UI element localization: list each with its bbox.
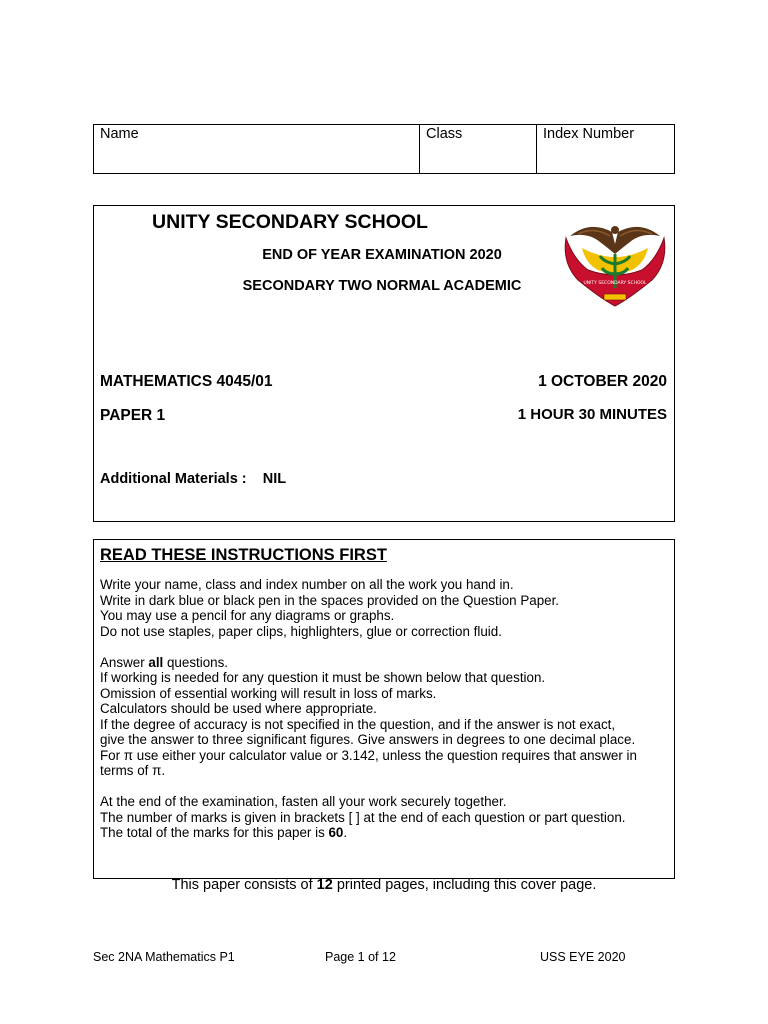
exam-date: 1 OCTOBER 2020	[538, 373, 667, 390]
index-number-label: Index Number	[543, 126, 635, 142]
answer-all-line: Answer all questions.	[100, 654, 229, 670]
level-title: SECONDARY TWO NORMAL ACADEMIC	[242, 278, 522, 294]
instructions-heading: READ THESE INSTRUCTIONS FIRST	[100, 546, 387, 564]
page-count-note: This paper consists of 12 printed pages, including this cover page.	[171, 877, 597, 893]
instruction-line: You may use a pencil for any diagrams or graphs.	[100, 608, 395, 623]
footer-left: Sec 2NA Mathematics P1	[93, 950, 235, 964]
instructions-body	[100, 577, 672, 841]
index-number-cell	[537, 125, 674, 173]
materials-value: NIL	[262, 471, 287, 487]
footer-right: USS EYE 2020	[540, 950, 626, 964]
footer-page-number: Page 1 of 12	[325, 950, 396, 964]
instruction-line: If the degree of accuracy is not specified in the question, and if the answer is not exact,	[100, 716, 616, 732]
class-cell	[420, 125, 537, 173]
school-crest-logo	[560, 218, 670, 310]
instruction-line: If working is needed for any question it must be shown below that question.	[100, 670, 546, 685]
instruction-line: At the end of the examination, fasten all your work securely together.	[100, 794, 507, 809]
instruction-line: Do not use staples, paper clips, highlighters, glue or correction fluid.	[100, 623, 502, 639]
instruction-line: Omission of essential working will result in loss of marks.	[100, 685, 437, 701]
exam-title: END OF YEAR EXAMINATION 2020	[262, 247, 502, 263]
paper-number: PAPER 1	[100, 407, 166, 424]
exam-duration: 1 HOUR 30 MINUTES	[517, 406, 667, 423]
name-label: Name	[100, 126, 139, 142]
instruction-line: For π use either your calculator value or 3.142, unless the question requires that answer in	[100, 747, 637, 763]
instruction-line: give the answer to three significant figures. Give answers in degrees to one decimal place.	[100, 732, 636, 747]
instruction-line: The number of marks is given in brackets [ ] at the end of each question or part question.	[100, 809, 626, 825]
additional-materials	[100, 471, 286, 487]
name-cell	[94, 125, 420, 173]
instruction-line: Calculators should be used where appropriate.	[100, 701, 377, 716]
candidate-details-table	[93, 124, 675, 174]
subject-code: MATHEMATICS 4045/01	[100, 373, 273, 390]
instruction-line: Write your name, class and index number on all the work you hand in.	[100, 577, 514, 592]
instruction-line: Write in dark blue or black pen in the spaces provided on the Question Paper.	[100, 592, 560, 608]
class-label: Class	[426, 126, 463, 142]
instruction-line: terms of π.	[100, 763, 166, 778]
school-name: UNITY SECONDARY SCHOOL	[152, 211, 428, 233]
materials-label: Additional Materials :	[100, 471, 247, 487]
svg-text:UNITY SECONDARY SCHOOL: UNITY SECONDARY SCHOOL	[583, 281, 647, 286]
total-marks-line: The total of the marks for this paper is 60.	[100, 825, 348, 840]
